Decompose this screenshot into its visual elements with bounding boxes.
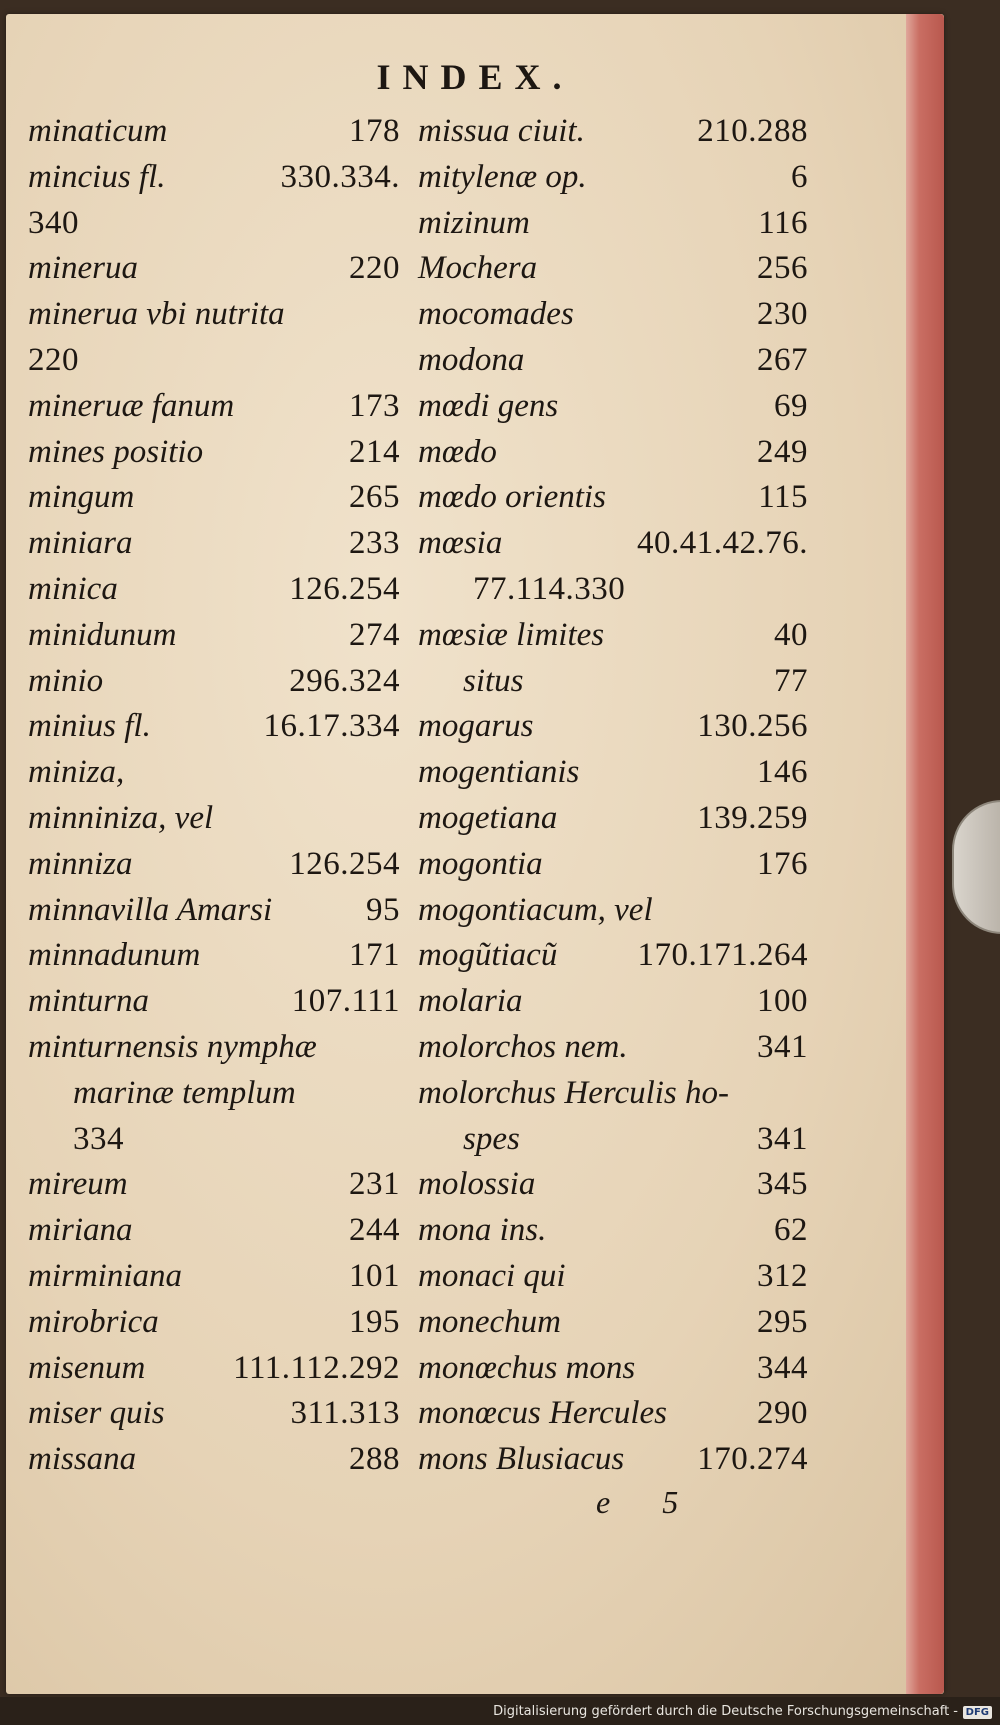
index-term: minio (28, 662, 104, 699)
footer-credit: Digitalisierung gefördert durch die Deutsche Forschungsgemeinschaft - (493, 1704, 958, 1719)
index-pages: 77.114.330 (473, 570, 626, 607)
index-term: situs (463, 662, 524, 699)
index-term: missana (28, 1441, 137, 1478)
index-term: molorchus Herculis ho- (418, 1074, 730, 1111)
index-entry (418, 1437, 808, 1483)
index-pages: 214 (349, 433, 400, 470)
index-pages: 126.254 (289, 570, 400, 607)
index-pages: 334 (73, 1120, 124, 1157)
index-term: molossia (418, 1166, 536, 1203)
index-term: minius fl. (28, 708, 151, 745)
index-term: monechum (418, 1303, 561, 1340)
index-term: minica (28, 570, 118, 607)
index-entry (28, 1437, 400, 1483)
index-pages: 233 (349, 525, 400, 562)
index-entry (28, 430, 400, 476)
index-term: mitylenæ op. (418, 158, 587, 195)
index-entry (418, 1025, 808, 1071)
index-pages: 345 (757, 1166, 808, 1203)
index-pages: 344 (757, 1349, 808, 1386)
index-entry (28, 704, 400, 750)
index-term: mona ins. (418, 1212, 547, 1249)
index-term: mocomades (418, 296, 574, 333)
index-pages: 312 (757, 1257, 808, 1294)
index-term: mogũtiacũ (418, 937, 558, 974)
index-pages: 220 (28, 341, 79, 378)
index-pages: 40 (774, 616, 808, 653)
index-entry (28, 1162, 400, 1208)
index-pages: 210.288 (697, 113, 808, 149)
index-term: misenum (28, 1349, 146, 1386)
index-term: missua ciuit. (418, 113, 585, 149)
index-pages: 290 (757, 1395, 808, 1432)
index-pages: 101 (349, 1257, 400, 1294)
index-term: minniniza, vel (28, 799, 214, 836)
index-term: molorchos nem. (418, 1028, 628, 1065)
index-entry (418, 613, 808, 659)
index-entry (418, 659, 808, 705)
index-pages: 170.274 (697, 1441, 808, 1478)
index-pages: 230 (757, 296, 808, 333)
index-pages: 170.171.264 (637, 937, 808, 974)
index-entry (418, 1254, 808, 1300)
index-pages: 220 (349, 250, 400, 287)
index-entry (418, 1208, 808, 1254)
index-term: minnadunum (28, 937, 201, 974)
index-term: monœchus mons (418, 1349, 636, 1386)
index-term: mons Blusiacus (418, 1441, 625, 1478)
index-pages: 171 (349, 937, 400, 974)
index-column-right (418, 109, 808, 1483)
index-entry (418, 1162, 808, 1208)
index-entry (418, 933, 808, 979)
index-entry (28, 1391, 400, 1437)
index-entry (28, 933, 400, 979)
index-term: minidunum (28, 616, 177, 653)
index-term: modona (418, 341, 525, 378)
book-clasp (952, 800, 1000, 934)
page-heading: INDEX. (376, 57, 574, 97)
index-term: mirobrica (28, 1303, 159, 1340)
index-term: mizinum (418, 204, 530, 241)
index-term: monaci qui (418, 1257, 566, 1294)
footer-bar (0, 1697, 1000, 1725)
red-page-edge (906, 14, 944, 1694)
index-pages: 115 (758, 479, 808, 516)
index-term: mœdi gens (418, 387, 559, 424)
index-pages: 139.259 (697, 799, 808, 836)
index-pages: 341 (757, 1028, 808, 1065)
index-term: miriana (28, 1212, 133, 1249)
index-term: mogarus (418, 708, 534, 745)
index-entry (418, 109, 808, 155)
index-entry (28, 521, 400, 567)
index-entry (418, 979, 808, 1025)
index-entry (28, 1117, 400, 1163)
index-term: miniara (28, 525, 133, 562)
index-term: miser quis (28, 1395, 165, 1432)
index-entry (28, 1254, 400, 1300)
index-entry (418, 1071, 808, 1117)
index-term: minturna (28, 983, 150, 1020)
index-pages: 195 (349, 1303, 400, 1340)
index-term: minnavilla Amarsi (28, 891, 273, 928)
index-pages: 62 (774, 1212, 808, 1249)
index-entry (28, 384, 400, 430)
index-term: mœsia (418, 525, 503, 562)
index-term: mingum (28, 479, 135, 516)
index-pages: 340 (28, 204, 79, 241)
index-pages: 173 (349, 387, 400, 424)
index-entry (28, 338, 400, 384)
index-entry (418, 384, 808, 430)
index-entry (28, 750, 400, 796)
index-term: mincius fl. (28, 158, 166, 195)
index-column-left (28, 109, 400, 1483)
index-term: mirminiana (28, 1257, 183, 1294)
index-pages: 256 (757, 250, 808, 287)
index-entry (418, 1300, 808, 1346)
index-entry (418, 430, 808, 476)
index-term: molaria (418, 983, 523, 1020)
index-entry (28, 888, 400, 934)
index-term: minerua (28, 250, 138, 287)
index-entry (418, 521, 808, 567)
index-pages: 69 (774, 387, 808, 424)
index-pages: 6 (791, 158, 808, 195)
index-entry (28, 659, 400, 705)
dfg-logo-icon: DFG (963, 1706, 992, 1719)
index-term: monœcus Hercules (418, 1395, 667, 1432)
index-entry (418, 888, 808, 934)
index-entry (28, 796, 400, 842)
index-entry (418, 1117, 808, 1163)
index-entry (418, 155, 808, 201)
index-entry (418, 1346, 808, 1392)
index-entry (28, 1300, 400, 1346)
index-pages: 77 (774, 662, 808, 699)
index-term: marinæ templum (73, 1074, 296, 1111)
index-entry (28, 613, 400, 659)
index-pages: 126.254 (289, 845, 400, 882)
index-pages: 288 (349, 1441, 400, 1478)
index-entry (28, 1208, 400, 1254)
index-term: mogontia (418, 845, 543, 882)
index-entry (418, 1391, 808, 1437)
index-pages: 267 (757, 341, 808, 378)
index-pages: 146 (757, 754, 808, 791)
index-term: mœsiæ limites (418, 616, 605, 653)
index-pages: 95 (366, 891, 400, 928)
index-pages: 265 (349, 479, 400, 516)
index-entry (28, 1346, 400, 1392)
index-entry (28, 567, 400, 613)
index-pages: 330.334. (280, 158, 400, 195)
index-term: minaticum (28, 113, 168, 149)
index-pages: 107.111 (291, 983, 400, 1020)
index-term: Mochera (418, 250, 538, 287)
index-entry (28, 979, 400, 1025)
index-pages: 244 (349, 1212, 400, 1249)
index-pages: 249 (757, 433, 808, 470)
index-entry (28, 109, 400, 155)
index-pages: 40.41.42.76. (637, 525, 808, 562)
index-entry (418, 338, 808, 384)
index-term: minerua vbi nutrita (28, 296, 285, 333)
index-pages: 296.324 (289, 662, 400, 699)
index-entry (28, 842, 400, 888)
index-entry (28, 1025, 400, 1071)
index-term: mireum (28, 1166, 128, 1203)
index-entry (28, 292, 400, 338)
printer-signature: e 5 (596, 1484, 701, 1520)
book-page (6, 14, 944, 1694)
index-term: mines positio (28, 433, 204, 470)
index-pages: 178 (349, 113, 400, 149)
index-term: mogentianis (418, 754, 580, 791)
index-pages: 130.256 (697, 708, 808, 745)
index-entry (418, 842, 808, 888)
index-entry (418, 796, 808, 842)
index-pages: 231 (349, 1166, 400, 1203)
index-entry (418, 567, 808, 613)
index-pages: 341 (757, 1120, 808, 1157)
index-pages: 16.17.334 (263, 708, 400, 745)
index-pages: 274 (349, 616, 400, 653)
index-entry (28, 155, 400, 201)
index-entry (418, 704, 808, 750)
index-term: miniza, (28, 754, 125, 791)
index-term: mœdo orientis (418, 479, 606, 516)
index-entry (28, 201, 400, 247)
index-term: mogontiacum, vel (418, 891, 653, 928)
index-entry (418, 475, 808, 521)
index-entry (28, 246, 400, 292)
index-pages: 295 (757, 1303, 808, 1340)
index-term: minniza (28, 845, 133, 882)
index-entry (418, 292, 808, 338)
index-entry (28, 475, 400, 521)
index-pages: 176 (757, 845, 808, 882)
index-entry (418, 750, 808, 796)
index-entry (418, 201, 808, 247)
index-pages: 111.112.292 (233, 1349, 400, 1386)
index-term: mineruæ fanum (28, 387, 235, 424)
index-term: minturnensis nymphæ (28, 1028, 317, 1065)
index-entry (28, 1071, 400, 1117)
index-pages: 116 (758, 204, 808, 241)
index-entry (418, 246, 808, 292)
index-term: mœdo (418, 433, 497, 470)
index-term: mogetiana (418, 799, 558, 836)
index-pages: 100 (757, 983, 808, 1020)
index-term: spes (463, 1120, 520, 1157)
index-pages: 311.313 (290, 1395, 400, 1432)
